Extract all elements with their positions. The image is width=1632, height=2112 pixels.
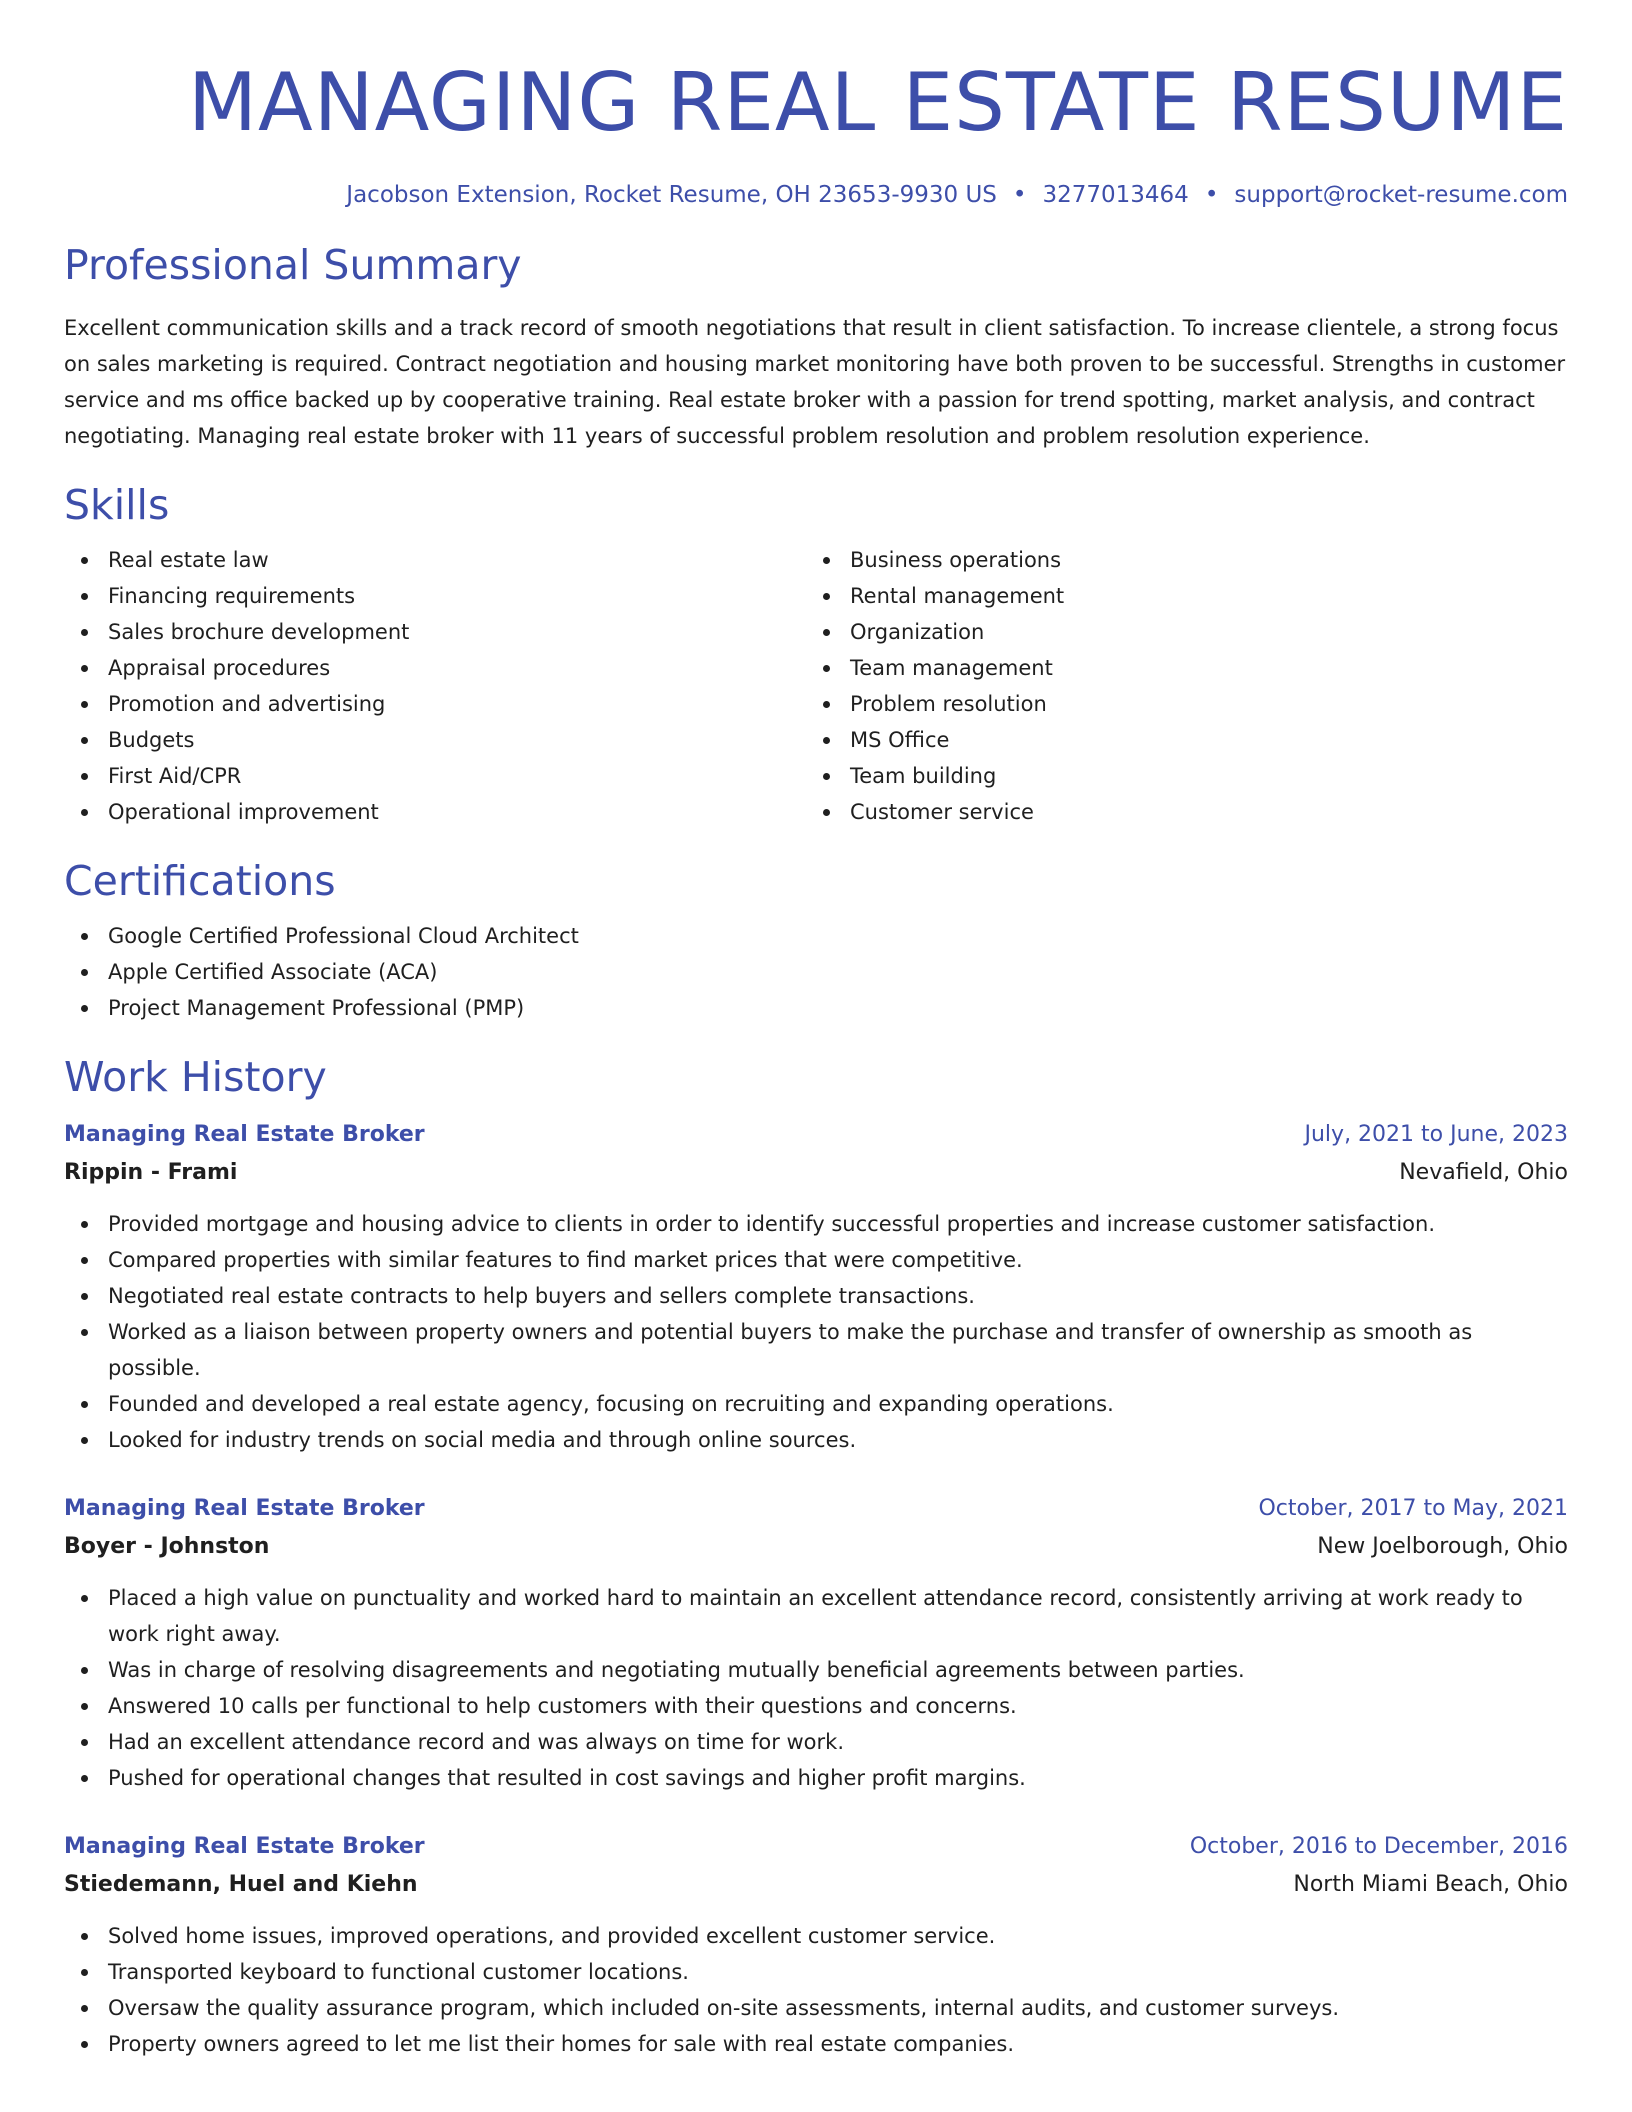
job-dates: July, 2021 to June, 2023 [1304,1122,1568,1147]
skill-item: Team management [806,650,1548,686]
skill-item: Rental management [806,578,1548,614]
skills-section [64,480,1568,830]
job-bullet: Oversaw the quality assurance program, which included on-site assessments, internal audits, and customer surveys. [64,1990,1568,2026]
job-bullet: Worked as a liaison between property owners and potential buyers to make the purchase and transfer of ownership as smooth as possible. [64,1314,1568,1386]
contact-phone: 3277013464 [1042,182,1189,208]
skill-item: Customer service [806,794,1548,830]
skill-item: Team building [806,758,1548,794]
skill-item: Organization [806,614,1548,650]
section-heading-skills: Skills [64,481,170,529]
job-bullet: Property owners agreed to let me list their homes for sale with real estate companies. [64,2026,1568,2062]
job-entry [64,1828,1568,2062]
skill-item: First Aid/CPR [64,758,806,794]
certification-item: Apple Certified Associate (ACA) [64,954,1568,990]
job-entry [64,1490,1568,1796]
job-bullet: Founded and developed a real estate agency, focusing on recruiting and expanding operations. [64,1386,1568,1422]
contact-separator: • [1012,182,1027,208]
job-bullets [64,1206,1568,1458]
job-company: Boyer - Johnston [64,1534,270,1559]
contact-email: support@rocket-resume.com [1234,182,1568,208]
contact-address: Jacobson Extension, Rocket Resume, OH 23653-9930 US [346,182,997,208]
job-company: Stiedemann, Huel and Kiehn [64,1872,418,1897]
contact-line [64,180,1568,210]
job-bullet: Looked for industry trends on social media and through online sources. [64,1422,1568,1458]
section-heading-certifications: Certifications [64,857,336,905]
skills-list-right [806,542,1548,830]
job-location: Nevafield, Ohio [1399,1160,1568,1185]
job-company: Rippin - Frami [64,1160,238,1185]
skill-item: MS Office [806,722,1548,758]
job-bullet: Pushed for operational changes that resulted in cost savings and higher profit margins. [64,1760,1568,1796]
job-header [64,1490,1568,1528]
job-location: North Miami Beach, Ohio [1293,1872,1568,1897]
skill-item: Budgets [64,722,806,758]
job-bullets [64,1580,1568,1796]
job-header [64,1116,1568,1154]
skills-list-left [64,542,806,830]
professional-summary-section [64,240,1568,454]
skill-item: Problem resolution [806,686,1548,722]
job-subheader [64,1866,1568,1904]
certifications-section [64,856,1568,1026]
section-heading-summary: Professional Summary [64,241,522,289]
job-title: Managing Real Estate Broker [64,1122,425,1147]
job-bullet: Negotiated real estate contracts to help buyers and sellers complete transactions. [64,1278,1568,1314]
skills-grid [64,542,1568,830]
job-location: New Joelborough, Ohio [1317,1534,1568,1559]
job-entry [64,1116,1568,1458]
job-header [64,1828,1568,1866]
summary-text: Excellent communication skills and a track record of smooth negotiations that result in client satisfaction. To increase clientele, a strong focus on sales marketing is required. Contract negotiation and housing market monitoring have both proven to be successful. Strengths in customer service and ms office backed up by cooperative training. Real estate broker with a passion for trend spotting, market analysis, and contract negotiating. Managing real estate broker with 11 years of successful problem resolution and problem resolution experience. [64,316,1566,448]
job-subheader [64,1528,1568,1566]
job-bullet: Compared properties with similar features to find market prices that were competitive. [64,1242,1568,1278]
section-heading-work-history: Work History [64,1053,327,1101]
skill-item: Appraisal procedures [64,650,806,686]
job-bullet: Was in charge of resolving disagreements and negotiating mutually beneficial agreements between parties. [64,1652,1568,1688]
certification-item: Google Certified Professional Cloud Architect [64,918,1568,954]
job-dates: October, 2016 to December, 2016 [1189,1834,1568,1859]
skill-item: Promotion and advertising [64,686,806,722]
skill-item: Financing requirements [64,578,806,614]
skill-item: Sales brochure development [64,614,806,650]
job-bullets [64,1918,1568,2062]
resume-title: MANAGING REAL ESTATE RESUME [187,56,1568,149]
skill-item: Real estate law [64,542,806,578]
job-bullet: Transported keyboard to functional customer locations. [64,1954,1568,1990]
job-dates: October, 2017 to May, 2021 [1258,1496,1568,1521]
job-bullet: Placed a high value on punctuality and worked hard to maintain an excellent attendance record, consistently arriving at work ready to work right away. [64,1580,1568,1652]
job-bullet: Provided mortgage and housing advice to clients in order to identify successful properties and increase customer satisfaction. [64,1206,1568,1242]
certification-item: Project Management Professional (PMP) [64,990,1568,1026]
job-title: Managing Real Estate Broker [64,1496,425,1521]
work-history-section [64,1052,1568,2062]
job-bullet: Had an excellent attendance record and was always on time for work. [64,1724,1568,1760]
job-subheader [64,1154,1568,1192]
job-bullet: Solved home issues, improved operations, and provided excellent customer service. [64,1918,1568,1954]
job-bullet: Answered 10 calls per functional to help customers with their questions and concerns. [64,1688,1568,1724]
skill-item: Operational improvement [64,794,806,830]
certifications-list [64,918,1568,1026]
contact-separator: • [1204,182,1219,208]
job-title: Managing Real Estate Broker [64,1834,425,1859]
skill-item: Business operations [806,542,1548,578]
